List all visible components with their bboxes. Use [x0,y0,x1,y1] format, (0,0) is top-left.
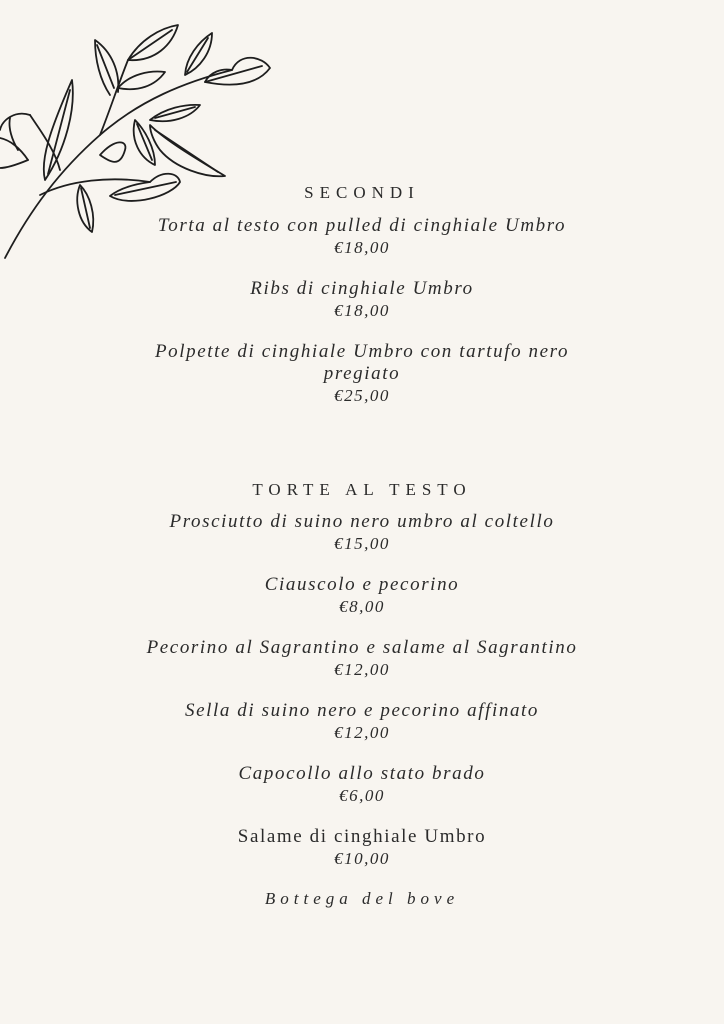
menu-item [110,826,614,869]
item-price: €18,00 [334,301,390,320]
menu-item [140,341,584,406]
item-name: Sella di suino nero e pecorino affinato [184,700,540,721]
item-name: Ribs di cinghiale Umbro [250,278,474,299]
menu-item [110,763,614,806]
item-price: €10,00 [334,849,390,868]
item-price: €6,00 [339,786,385,805]
item-name: Ciauscolo e pecorino [264,574,460,595]
item-name: Capocollo allo stato brado [238,763,486,784]
item-price: €8,00 [339,597,385,616]
item-name: Torta al testo con pulled di cinghiale Umbro [157,215,567,236]
menu-item [110,700,614,743]
footer-brand: Bottega del bove [264,889,460,908]
item-price: €12,00 [334,723,390,742]
item-price: €12,00 [334,660,390,679]
menu-item [110,278,614,321]
item-name: Pecorino al Sagrantino e salame al Sagrantino [146,637,578,658]
menu-item [110,511,614,554]
item-name: Polpette di cinghiale Umbro con tartufo nero pregiato [154,341,570,384]
item-name: Salame di cinghiale Umbro [237,826,487,847]
menu-item [110,215,614,258]
item-price: €25,00 [334,386,390,405]
item-name: Prosciutto di suino nero umbro al coltello [169,511,555,532]
menu-item [110,574,614,617]
item-price: €15,00 [334,534,390,553]
item-price: €18,00 [334,238,390,257]
section-title-torte-al-testo: TORTE AL TESTO [252,480,472,499]
section-title-secondi: SECONDI [304,183,420,202]
menu-item [100,637,624,680]
